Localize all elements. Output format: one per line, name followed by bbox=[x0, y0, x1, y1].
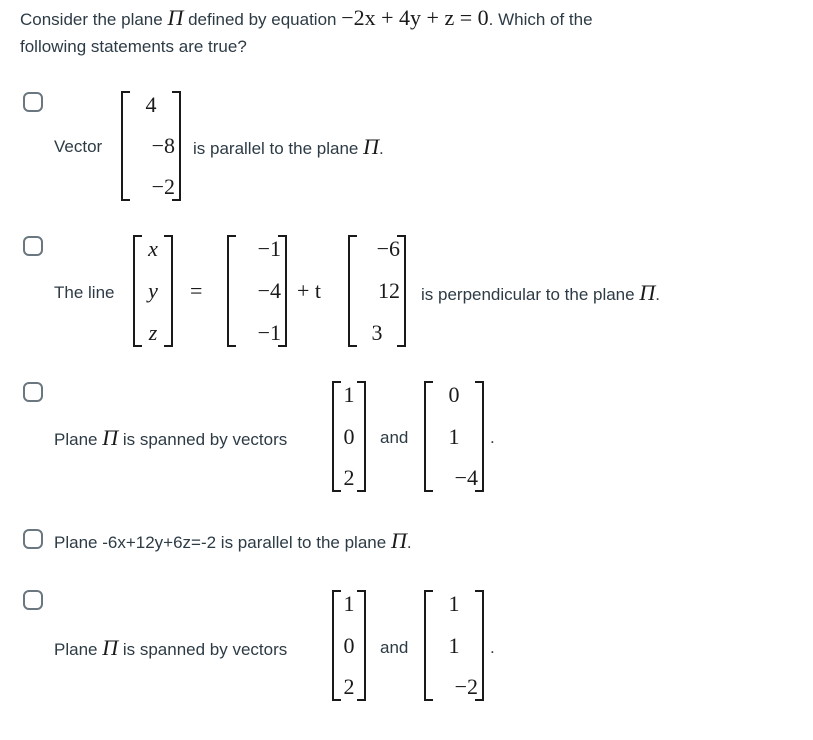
option-3-checkbox[interactable] bbox=[23, 382, 43, 402]
option-3-v2-cell: 1 bbox=[448, 423, 460, 449]
option-1-vector bbox=[121, 91, 181, 201]
option-2-point-cell: −4 bbox=[257, 278, 281, 303]
option-2-point-cell: −1 bbox=[257, 320, 281, 345]
option-5-v2-cell: 1 bbox=[448, 632, 460, 658]
option-3-v1-cell: 0 bbox=[343, 423, 355, 449]
option-3-and: and bbox=[380, 428, 409, 447]
option-2-direction-cell: −6 bbox=[376, 236, 400, 261]
option-3-end: . bbox=[490, 428, 495, 447]
question-suffix: . Which of the bbox=[488, 10, 593, 29]
option-4-text: Plane -6x+12y+6z=-2 is parallel to the plane Π. bbox=[54, 528, 412, 553]
plane-symbol: Π bbox=[102, 635, 119, 660]
option-2-variable-vector bbox=[133, 235, 173, 347]
option-1-lead: Vector bbox=[54, 137, 103, 156]
option-3-lead: Plane Π is spanned by vectors bbox=[54, 425, 288, 450]
option-5-checkbox[interactable] bbox=[23, 590, 43, 610]
option-5-and: and bbox=[380, 638, 409, 657]
option-3-v1-cell: 1 bbox=[343, 382, 355, 407]
option-2-point-vector bbox=[227, 235, 287, 347]
option-5-v1-cell: 1 bbox=[343, 591, 355, 616]
option-3-v2-cell: 0 bbox=[448, 382, 460, 407]
option-5-end: . bbox=[490, 638, 495, 657]
plane-symbol: Π bbox=[363, 134, 380, 159]
option-2-checkbox[interactable] bbox=[23, 236, 43, 256]
option-2-point-cell: −1 bbox=[257, 236, 281, 261]
option-2-direction-vector bbox=[348, 235, 406, 347]
option-2-equals: = bbox=[190, 278, 203, 303]
option-3-vector-2 bbox=[424, 381, 484, 492]
option-2-plus-t: + t bbox=[297, 278, 322, 303]
option-4-checkbox[interactable] bbox=[23, 529, 43, 549]
question-prefix: Consider the plane bbox=[20, 10, 163, 29]
option-1-vec-cell: −8 bbox=[151, 133, 175, 158]
option-1-vec-cell: −2 bbox=[151, 174, 175, 199]
question-line-2: following statements are true? bbox=[20, 37, 247, 56]
option-1-tail: is parallel to the plane Π. bbox=[193, 134, 384, 159]
option-5-v1-cell: 0 bbox=[343, 632, 355, 658]
plane-symbol: Π bbox=[390, 528, 407, 553]
option-3-vector-1 bbox=[332, 381, 366, 492]
var-x: x bbox=[148, 236, 158, 261]
option-5-lead: Plane Π is spanned by vectors bbox=[54, 635, 288, 660]
plane-symbol: Π bbox=[102, 425, 119, 450]
option-3-v1-cell: 2 bbox=[343, 465, 355, 490]
option-5-v1-cell: 2 bbox=[343, 674, 355, 699]
option-2-lead: The line bbox=[54, 283, 115, 302]
option-5-v2-cell: 1 bbox=[448, 591, 460, 616]
option-2-tail: is perpendicular to the plane Π. bbox=[421, 280, 660, 305]
option-2-direction-cell: 3 bbox=[371, 320, 383, 345]
plane-symbol: Π bbox=[167, 5, 184, 30]
question-prompt bbox=[20, 6, 593, 32]
plane-symbol: Π bbox=[639, 280, 656, 305]
option-1-vec-cell: 4 bbox=[145, 92, 157, 117]
option-5-vector-2 bbox=[424, 590, 484, 701]
option-5-vector-1 bbox=[332, 590, 366, 701]
var-y: y bbox=[148, 278, 158, 303]
option-1-checkbox[interactable] bbox=[23, 92, 43, 112]
plane-equation: −2x + 4y + z = 0 bbox=[341, 5, 489, 30]
option-5-v2-cell: −2 bbox=[454, 674, 478, 699]
option-3-v2-cell: −4 bbox=[454, 465, 478, 490]
var-z: z bbox=[148, 320, 158, 345]
question-mid: defined by equation bbox=[188, 10, 337, 29]
option-2-direction-cell: 12 bbox=[378, 278, 400, 303]
